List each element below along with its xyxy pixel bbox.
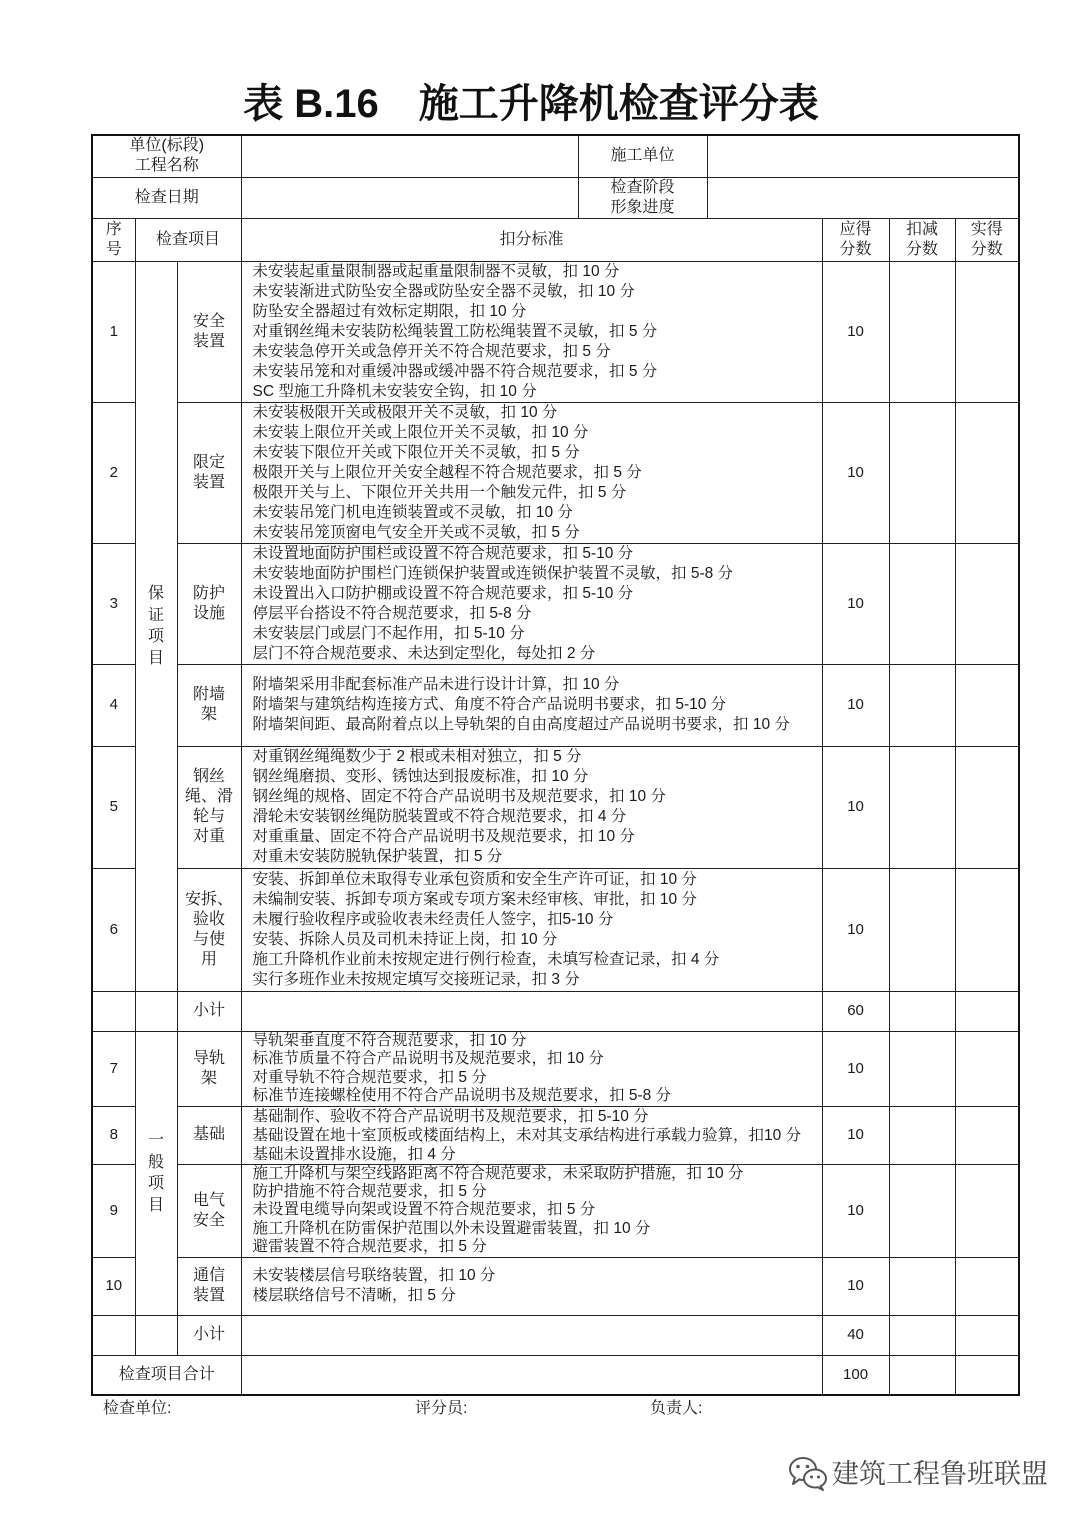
full-score: 10 [822, 261, 889, 402]
criteria-cell [241, 1031, 822, 1106]
criteria-line: 导轨架垂直度不符合规范要求，扣 10 分 [252, 1031, 527, 1049]
deduction-score [889, 1164, 955, 1257]
inspection-stage-value [707, 177, 1018, 218]
criteria-line: 未安装吊笼顶窗电气安全开关或不灵敏，扣 5 分 [252, 523, 580, 541]
column-header-full-score: 应得 分数 [822, 218, 889, 261]
footer-scorer: 评分员: [415, 1400, 468, 1417]
wechat-icon [788, 1456, 828, 1492]
table-row [93, 868, 1018, 991]
form-header [93, 136, 1018, 261]
deduction-score [889, 746, 955, 868]
item-name: 导轨 架 [177, 1031, 241, 1106]
total-actual [955, 1355, 1018, 1394]
subtotal-full-score: 40 [822, 1315, 889, 1355]
inspection-date-label: 检查日期 [93, 177, 241, 218]
full-score: 10 [822, 543, 889, 664]
actual-score [955, 746, 1018, 868]
actual-score [955, 1164, 1018, 1257]
criteria-cell [241, 746, 822, 868]
row-number: 7 [93, 1031, 135, 1106]
subtotal-number-cell [93, 991, 135, 1031]
deduction-score [889, 261, 955, 402]
subtotal-actual [955, 1315, 1018, 1355]
criteria-line: 基础未设置排水设施，扣 4 分 [252, 1145, 456, 1163]
criteria-line: 未编制安装、拆卸专项方案或专项方案未经审核、审批，扣 10 分 [252, 890, 697, 908]
full-score: 10 [822, 868, 889, 991]
criteria-line: 未履行验收程序或验收表未经责任人签字，扣5-10 分 [252, 910, 614, 928]
criteria-line: 未安装上限位开关或上限位开关不灵敏，扣 10 分 [252, 423, 589, 441]
group-label: 保证项目 [147, 585, 164, 667]
page-title: 表 B.16 施工升降机检查评分表 [243, 82, 819, 126]
criteria-line: 基础制作、验收不符合产品说明书及规范要求，扣 5-10 分 [252, 1107, 649, 1125]
row-number: 10 [93, 1257, 135, 1315]
row-number: 8 [93, 1106, 135, 1164]
full-score: 10 [822, 1106, 889, 1164]
full-score: 10 [822, 1164, 889, 1257]
item-name: 安拆、 验收 与使 用 [177, 868, 241, 991]
criteria-line: 未安装渐进式防坠安全器或防坠安全器不灵敏，扣 10 分 [252, 282, 635, 300]
table-row [93, 1106, 1018, 1164]
deduction-score [889, 664, 955, 746]
subtotal-criteria-cell [241, 991, 822, 1031]
contractor-value [707, 136, 1018, 177]
item-name: 通信 装置 [177, 1257, 241, 1315]
inspection-date-value [241, 177, 578, 218]
criteria-line: 标准节连接螺栓使用不符合产品说明书及规范要求，扣 5-8 分 [252, 1087, 672, 1104]
deduction-score [889, 1031, 955, 1106]
row-number: 2 [93, 402, 135, 543]
criteria-line: 基础设置在地十室顶板或楼面结构上，未对其支承结构进行承载力验算，扣10 分 [252, 1126, 802, 1144]
subtotal-group-cell [135, 1315, 177, 1355]
total-criteria-cell [241, 1355, 822, 1394]
subtotal-full-score: 60 [822, 991, 889, 1031]
criteria-line: 未安装起重量限制器或起重量限制器不灵敏，扣 10 分 [252, 262, 620, 280]
criteria-line: 未安装急停开关或急停开关不符合规范要求，扣 5 分 [252, 342, 611, 360]
group-label: 一般项目 [147, 1132, 164, 1214]
subtotal-row [93, 991, 1018, 1031]
criteria-line: 对重未安装防脱轨保护装置，扣 5 分 [252, 848, 503, 865]
header-row-date [93, 177, 1018, 218]
item-name: 限定 装置 [177, 402, 241, 543]
full-score: 10 [822, 664, 889, 746]
item-name: 钢丝 绳、滑 轮与 对重 [177, 746, 241, 868]
row-number: 9 [93, 1164, 135, 1257]
row-number: 3 [93, 543, 135, 664]
full-score: 10 [822, 1031, 889, 1106]
table-row [93, 664, 1018, 746]
criteria-line: 滑轮未安装钢丝绳防脱装置或不符合规范要求，扣 4 分 [252, 808, 627, 825]
criteria-line: 防坠安全器超过有效标定期限，扣 10 分 [252, 302, 527, 320]
actual-score [955, 1257, 1018, 1315]
criteria-line: 未安装吊笼门机电连锁装置或不灵敏，扣 10 分 [252, 503, 573, 521]
criteria-line: 对重导轨不符合规范要求，扣 5 分 [252, 1068, 487, 1086]
criteria-line: 未安装层门或层门不起作用，扣 5-10 分 [252, 624, 525, 642]
row-number: 6 [93, 868, 135, 991]
score-table [93, 136, 1018, 1394]
total-row [93, 1355, 1018, 1394]
criteria-cell [241, 664, 822, 746]
criteria-line: 未设置地面防护围栏或设置不符合规范要求，扣 5-10 分 [252, 544, 634, 562]
deduction-score [889, 402, 955, 543]
criteria-cell [241, 1164, 822, 1257]
criteria-line: 极限开关与上限位开关安全越程不符合规范要求，扣 5 分 [252, 463, 642, 481]
header-row-project [93, 136, 1018, 177]
actual-score [955, 1031, 1018, 1106]
project-name-label: 单位(标段) 工程名称 [93, 136, 241, 177]
column-header-deduction: 扣减 分数 [889, 218, 955, 261]
criteria-line: 未安装楼层信号联络装置，扣 10 分 [252, 1267, 496, 1285]
criteria-line: 安装、拆卸单位未取得专业承包资质和安全生产许可证，扣 10 分 [252, 870, 697, 888]
criteria-line: 附墙架间距、最高附着点以上导轨架的自由高度超过产品说明书要求，扣 10 分 [252, 716, 790, 733]
item-name: 电气 安全 [177, 1164, 241, 1257]
criteria-line: 安装、拆除人员及司机未持证上岗，扣 10 分 [252, 930, 558, 948]
criteria-line: 未安装地面防护围栏门连锁保护装置或连锁保护装置不灵敏，扣 5-8 分 [252, 564, 734, 582]
actual-score [955, 543, 1018, 664]
criteria-line: SC 型施工升降机未安装安全钩，扣 10 分 [252, 382, 537, 400]
actual-score [955, 664, 1018, 746]
subtotal-group-cell [135, 991, 177, 1031]
criteria-line: 未安装极限开关或极限开关不灵敏，扣 10 分 [252, 403, 558, 421]
deduction-score [889, 1257, 955, 1315]
criteria-line: 对重钢丝绳未安装防松绳装置工防松绳装置不灵敏，扣 5 分 [252, 322, 658, 340]
criteria-line: 未安装吊笼和对重缓冲器或缓冲器不符合规范要求，扣 5 分 [252, 362, 658, 380]
item-name: 基础 [177, 1106, 241, 1164]
criteria-cell [241, 402, 822, 543]
criteria-line: 施工升降机与架空线路距离不符合规范要求，未采取防护措施，扣 10 分 [252, 1164, 744, 1182]
criteria-cell [241, 543, 822, 664]
criteria-line: 附墙架与建筑结构连接方式、角度不符合产品说明书要求，扣 5-10 分 [252, 696, 727, 713]
criteria-line: 标准节质量不符合产品说明书及规范要求，扣 10 分 [252, 1050, 604, 1067]
deduction-score [889, 1106, 955, 1164]
criteria-line: 施工升降机在防雷保护范围以外未设置避雷装置，扣 10 分 [252, 1219, 651, 1237]
subtotal-label: 小计 [177, 991, 241, 1031]
full-score: 10 [822, 1257, 889, 1315]
actual-score [955, 1106, 1018, 1164]
subtotal-deduction [889, 1315, 955, 1355]
table-row [93, 402, 1018, 543]
watermark-text: 建筑工程鲁班联盟 [832, 1459, 1048, 1489]
criteria-line: 未设置出入口防护棚或设置不符合规范要求，扣 5-10 分 [252, 584, 634, 602]
footer-inspection-unit: 检查单位: [103, 1400, 172, 1417]
criteria-line: 避雷装置不符合规范要求，扣 5 分 [252, 1238, 487, 1256]
row-number: 1 [93, 261, 135, 402]
contractor-label: 施工单位 [578, 136, 707, 177]
row-number: 5 [93, 746, 135, 868]
subtotal-deduction [889, 991, 955, 1031]
item-name: 附墙 架 [177, 664, 241, 746]
item-name: 防护 设施 [177, 543, 241, 664]
score-table-frame [91, 134, 1020, 1396]
deduction-score [889, 868, 955, 991]
criteria-line: 钢丝绳的规格、固定不符合产品说明书及规范要求，扣 10 分 [252, 788, 666, 805]
criteria-line: 楼层联络信号不清晰，扣 5 分 [252, 1287, 456, 1305]
group-cell [135, 1031, 177, 1315]
criteria-line: 未设置电缆导向架或设置不符合规范要求，扣 5 分 [252, 1201, 596, 1219]
criteria-line: 实行多班作业未按规定填写交接班记录，扣 3 分 [252, 970, 580, 988]
subtotal-number-cell [93, 1315, 135, 1355]
criteria-line: 极限开关与上、下限位开关共用一个触发元件，扣 5 分 [252, 483, 627, 501]
table-row [93, 1164, 1018, 1257]
criteria-cell [241, 1257, 822, 1315]
item-name: 安全 装置 [177, 261, 241, 402]
full-score: 10 [822, 746, 889, 868]
sections-body [93, 261, 1018, 1355]
criteria-cell [241, 868, 822, 991]
project-name-value [241, 136, 578, 177]
total-deduction [889, 1355, 955, 1394]
table-row [93, 1257, 1018, 1315]
subtotal-actual [955, 991, 1018, 1031]
table-row [93, 746, 1018, 868]
footer-responsible: 负责人: [650, 1400, 703, 1417]
criteria-cell [241, 1106, 822, 1164]
column-header-actual: 实得 分数 [955, 218, 1018, 261]
criteria-line: 对重重量、固定不符合产品说明书及规范要求，扣 10 分 [252, 828, 635, 845]
table-row [93, 543, 1018, 664]
subtotal-label: 小计 [177, 1315, 241, 1355]
group-cell [135, 261, 177, 991]
subtotal-row [93, 1315, 1018, 1355]
actual-score [955, 402, 1018, 543]
criteria-line: 未安装下限位开关或下限位开关不灵敏，扣 5 分 [252, 443, 580, 461]
criteria-line: 钢丝绳磨损、变形、锈蚀达到报废标准，扣 10 分 [252, 768, 589, 785]
total-section [93, 1355, 1018, 1394]
inspection-stage-label: 检查阶段 形象进度 [578, 177, 707, 218]
full-score: 10 [822, 402, 889, 543]
row-number: 4 [93, 664, 135, 746]
actual-score [955, 868, 1018, 991]
column-header-row [93, 218, 1018, 261]
column-header-seq: 序 号 [93, 218, 135, 261]
criteria-line: 层门不符合规范要求、未达到定型化，每处扣 2 分 [252, 644, 596, 662]
total-label: 检查项目合计 [93, 1355, 241, 1394]
total-full-score: 100 [822, 1355, 889, 1394]
actual-score [955, 261, 1018, 402]
criteria-cell [241, 261, 822, 402]
column-header-item: 检查项目 [135, 218, 241, 261]
criteria-line: 对重钢丝绳绳数少于 2 根或未相对独立，扣 5 分 [252, 748, 582, 765]
criteria-line: 附墙架采用非配套标准产品未进行设计计算，扣 10 分 [252, 676, 620, 693]
deduction-score [889, 543, 955, 664]
subtotal-criteria-cell [241, 1315, 822, 1355]
table-row [93, 1031, 1018, 1106]
table-row [93, 261, 1018, 402]
criteria-line: 防护措施不符合规范要求，扣 5 分 [252, 1182, 487, 1200]
column-header-criteria: 扣分标准 [241, 218, 822, 261]
criteria-line: 施工升降机作业前未按规定进行例行检查，未填写检查记录，扣 4 分 [252, 950, 720, 968]
criteria-line: 停层平台搭设不符合规范要求，扣 5-8 分 [252, 604, 532, 622]
